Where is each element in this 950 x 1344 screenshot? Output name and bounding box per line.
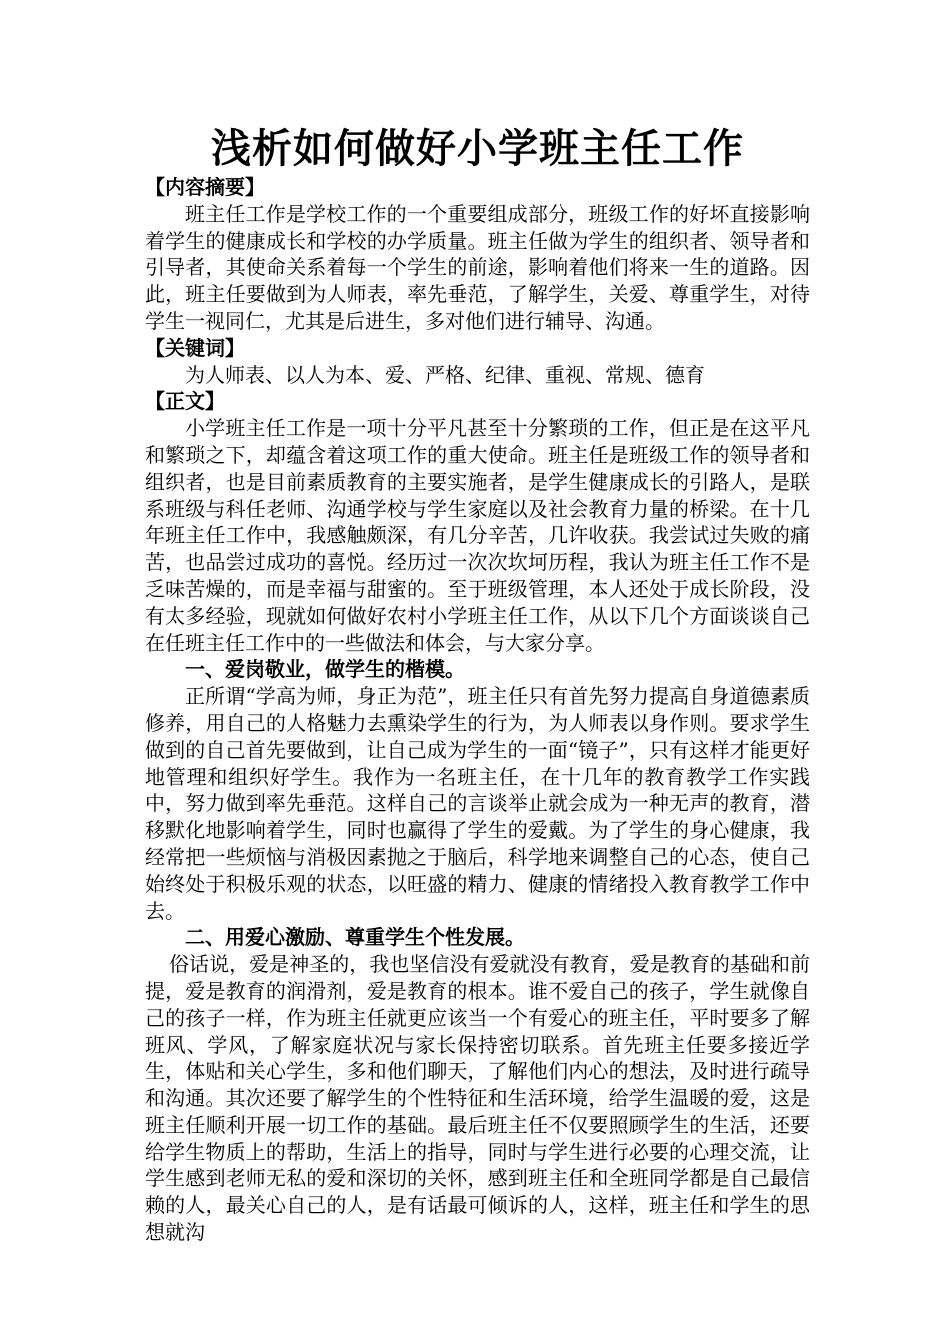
section1-paragraph: 正所谓“学高为师，身正为范”，班主任只有首先努力提高自身道德素质修养，用自己的人格魅力去熏染学生的行为，为人师表以身作则。要求学生做到的自己首先要做到，让自己成为学生的一面“镜子”，只有这样才能更好地管理和组织好学生。我作为一名班主任，在十几年的教育教学工作实践中，努力做到率先垂范。这样自己的言谈举止就会成为一种无声的教育，潜移默化地影响着学生，同时也赢得了学生的爱戴。为了学生的身心健康，我经常把一些烦恼与消极因素抛之于脑后，科学地来调整自己的心态，使自己始终处于积极乐观的状态，以旺盛的精力、健康的情绪投入教育教学工作中去。 xyxy=(145,684,810,923)
body-heading: 【正文】 xyxy=(145,389,225,414)
document-title: 浅析如何做好小学班主任工作 xyxy=(211,125,744,172)
document-page xyxy=(145,124,810,1246)
abstract-heading: 【内容摘要】 xyxy=(145,175,265,199)
keywords-heading: 【关键词】 xyxy=(145,335,245,360)
keywords-text: 为人师表、以人为本、爱、严格、纪律、重视、常规、德育 xyxy=(185,362,705,387)
section1-heading: 一、爱岗敬业，做学生的楷模。 xyxy=(185,657,465,682)
body-intro-paragraph: 小学班主任工作是一项十分平凡甚至十分繁琐的工作，但正是在这平凡和繁琐之下，却蕴含着这项工作的重大使命。班主任是班级工作的领导者和组织者，也是目前素质教育的主要实施者，是学生健康成长的引路人，是联系班级与科任老师、沟通学校与学生家庭以及社会教育力量的桥梁。在十几年班主任工作中，我感触颇深，有几分辛苦，几许收获。我尝试过失败的痛苦，也品尝过成功的喜悦。经历过一次次坎坷历程，我认为班主任工作不是乏味苦燥的，而是幸福与甜蜜的。至于班级管理，本人还处于成长阶段，没有太多经验，现就如何做好农村小学班主任工作，从以下几个方面谈谈自己在任班主任工作中的一些做法和体会，与大家分享。 xyxy=(145,416,810,655)
section2-paragraph: 俗话说，爱是神圣的，我也坚信没有爱就没有教育，爱是教育的基础和前提，爱是教育的润滑剂，爱是教育的根本。谁不爱自己的孩子，学生就像自己的孩子一样，作为班主任就更应该当一个有爱心的班主任，平时要多了解班风、学风，了解家庭状况与家长保持密切联系。首先班主任要多接近学生，体贴和关心学生，多和他们聊天，了解他们内心的想法，及时进行疏导和沟通。其次还要了解学生的个性特征和生活环境，给学生温暖的爱，这是班主任顺利开展一切工作的基础。最后班主任不仅要照顾学生的生活，还要给学生物质上的帮助，生活上的指导，同时与学生进行必要的心理交流，让学生感到老师无私的爱和深切的关怀，感到班主任和全班同学都是自己最信赖的人，最关心自己的人，是有话最可倾诉的人，这样，班主任和学生的思想就沟 xyxy=(145,952,810,1245)
abstract-text: 班主任工作是学校工作的一个重要组成部分，班级工作的好坏直接影响着学生的健康成长和学校的办学质量。班主任做为学生的组织者、领导者和引导者，其使命关系着每一个学生的前途，影响着他们将来一生的道路。因此，班主任要做到为人师表，率先垂范，了解学生，关爱、尊重学生，对待学生一视同仁，尤其是后进生，多对他们进行辅导、沟通。 xyxy=(145,201,810,333)
section2-heading: 二、用爱心激励、尊重学生个性发展。 xyxy=(185,925,525,950)
